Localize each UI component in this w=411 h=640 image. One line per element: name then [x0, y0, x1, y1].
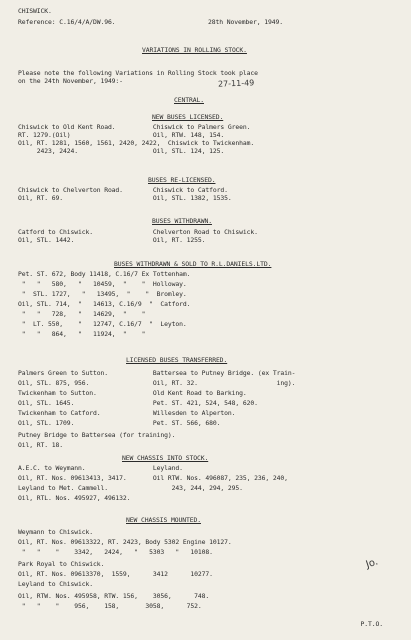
section-line: Leyland to Met. Cammell. 243, 244, 294, 295. — [18, 484, 243, 492]
section-line: Oil, RTL. Nos. 495927, 496132. — [18, 494, 131, 502]
section-line: Oil, RT. 18. — [18, 441, 63, 449]
header-reference: Reference: C.16/4/A/DW.96. — [18, 18, 116, 26]
section-heading: BUSES RE-LICENSED. — [148, 176, 216, 184]
section-line: " " 728, " 14629, " " — [18, 310, 146, 318]
central-heading: CENTRAL. — [174, 96, 204, 104]
section-line: Leyland to Chiswick. — [18, 580, 93, 588]
section-line: " " 580, " 10459, " " Holloway. — [18, 280, 187, 288]
section-line: Oil, RTW. Nos. 495958, RTW. 156, 3056, 748. — [18, 592, 210, 600]
section-heading: NEW BUSES LICENSED. — [152, 113, 224, 121]
section-line: Oil, RT. Nos. 09613322, RT. 2423, Body 5302 Engine 10127. — [18, 538, 232, 546]
section-line: Palmers Green to Sutton. Battersea to Putney Bridge. (ex Train- — [18, 369, 296, 377]
section-line: Oil, RT. Nos. 09613370, 1559, 3412 10277. — [18, 570, 213, 578]
section-line: Oil, STL. 875, 956. Oil, RT. 32. ing). — [18, 379, 296, 387]
section-line: Pet. ST. 672, Body 11418, C.16/7 Ex Tottenham. — [18, 270, 191, 278]
section-line: Oil, STL. 1442. Oil, RT. 1255. — [18, 236, 206, 244]
section-line: " LT. 550, " 12747, C.16/7 " Leyton. — [18, 320, 187, 328]
section-line: Oil, STL. 714, " 14613, C.16/9 " Catford. — [18, 300, 191, 308]
section-line: Oil, RT. Nos. 09613413, 3417. Oil RTW. Nos. 496087, 235, 236, 240, — [18, 474, 288, 482]
section-line: Oil, STL. 1709. Pet. ST. 566, 680. — [18, 419, 221, 427]
document-title: VARIATIONS IN ROLLING STOCK. — [142, 46, 247, 54]
section-line: Oil, RT. 1281, 1560, 1561, 2420, 2422, Chiswick to Twickenham. — [18, 139, 255, 147]
header-date: 28th November, 1949. — [208, 18, 283, 26]
handwritten-date: 27-11-49 — [217, 78, 255, 89]
section-line: Weymann to Chiswick. — [18, 528, 93, 536]
intro-text: Please note the following Variations in Rolling Stock took place on the 24th November, 1949:- — [18, 69, 258, 85]
section-line: Park Royal to Chiswick. — [18, 560, 105, 568]
section-heading: BUSES WITHDRAWN. — [152, 217, 212, 225]
section-line: " " " 956, 158, 3058, 752. — [18, 602, 202, 610]
section-line: Chiswick to Old Kent Road. Chiswick to Palmers Green. — [18, 123, 251, 131]
header-place: CHISWICK. — [18, 7, 52, 15]
section-line: Chiswick to Chelverton Road. Chiswick to Catford. — [18, 186, 228, 194]
section-line: RT. 1279.(Oil) Oil, RTW. 148, 154. — [18, 131, 225, 139]
section-line: A.E.C. to Weymann. Leyland. — [18, 464, 183, 472]
section-heading: BUSES WITHDRAWN & SOLD TO R.L.DANIELS.LTD. — [114, 260, 272, 268]
section-line: 2423, 2424. Oil, STL. 124, 125. — [18, 147, 225, 155]
section-heading: LICENSED BUSES TRANSFERRED. — [126, 356, 228, 364]
section-heading: NEW CHASSIS INTO STOCK. — [122, 454, 209, 462]
section-line: Twickenham to Sutton. Old Kent Road to Barking. — [18, 389, 247, 397]
section-line: " " " 3342, 2424, " 5303 " 10108. — [18, 548, 213, 556]
section-line: Catford to Chiswick. Chelverton Road to Chiswick. — [18, 228, 258, 236]
section-heading: NEW CHASSIS MOUNTED. — [126, 516, 201, 524]
footer-pto: P.T.O. — [360, 620, 383, 628]
section-line: Oil, RT. 69. Oil, STL. 1382, 1535. — [18, 194, 232, 202]
section-line: Putney Bridge to Battersea (for training). — [18, 431, 176, 439]
handwritten-initials: Jo. — [364, 556, 380, 571]
section-line: Twickenham to Catford. Willesden to Alperton. — [18, 409, 236, 417]
section-line: Oil, STL. 1645. Pet. ST. 421, 524, 548, 620. — [18, 399, 258, 407]
section-line: " STL. 1727, " 13495, " " Bromley. — [18, 290, 187, 298]
section-line: " " 864, " 11924, " " — [18, 330, 146, 338]
